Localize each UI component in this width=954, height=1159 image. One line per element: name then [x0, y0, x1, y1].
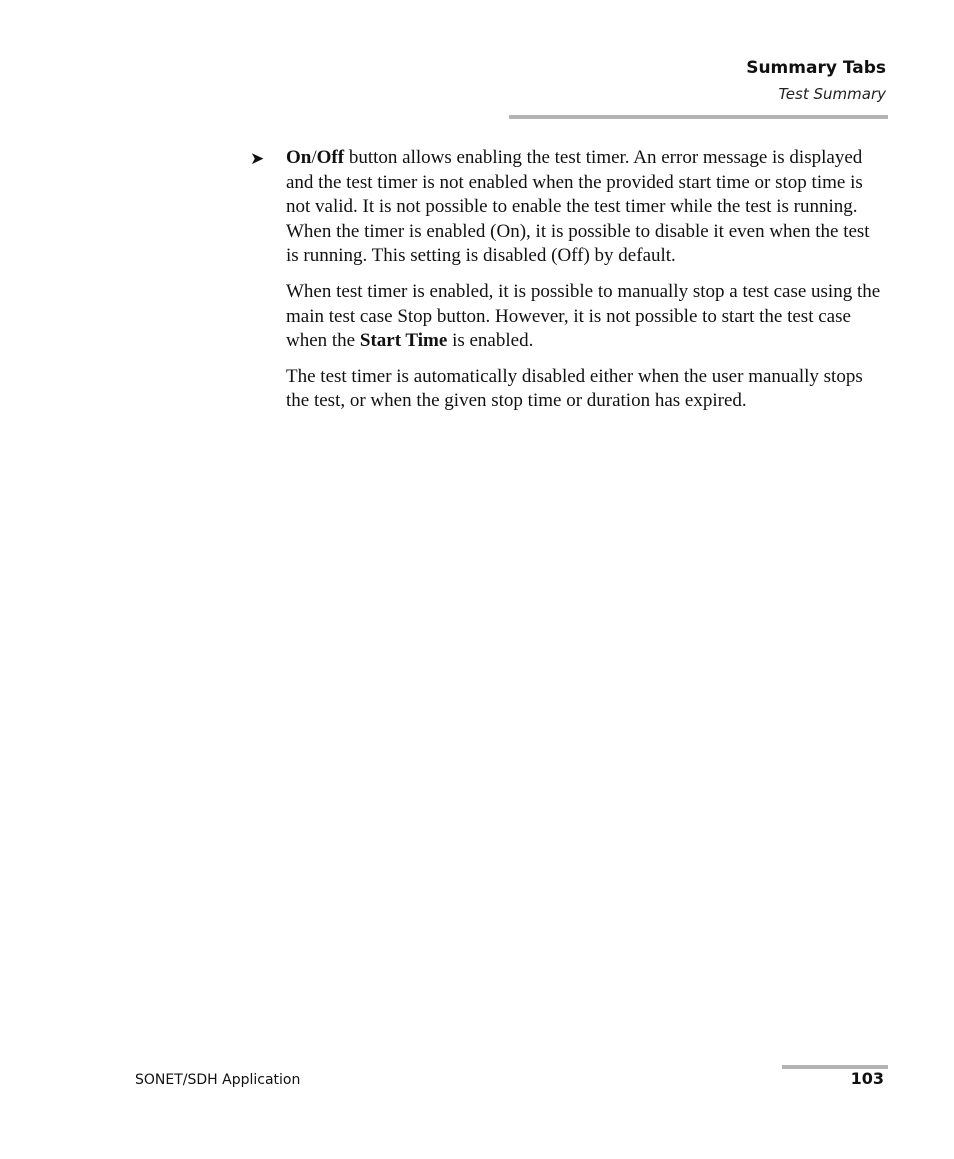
- footer-document-title: SONET/SDH Application: [135, 1072, 301, 1088]
- term-off: Off: [316, 147, 345, 168]
- bullet-item-on-off: [250, 146, 886, 269]
- page-number: 103: [850, 1069, 884, 1088]
- term-start-time: Start Time: [359, 330, 448, 352]
- section-subtitle: Test Summary: [778, 85, 886, 103]
- body-content: [250, 146, 886, 425]
- term-separator: /: [311, 147, 317, 168]
- term-on: On: [286, 147, 312, 168]
- paragraph-text: When test timer is enabled, it is possible to manually stop a test case using the main test case Stop button. However, it is not possible to start the test case when the: [286, 280, 881, 352]
- running-header: [746, 56, 886, 104]
- paragraph-auto-disable: [286, 365, 886, 414]
- paragraph-manual-stop: [286, 280, 886, 354]
- bullet-text: button allows enabling the test timer. An error message is displayed and the test timer is not enabled when the provided start time or stop time is not valid. It is not possible to enable the test timer while the test is running. When the timer is enabled (On), it is possible to disable it even when the test is running. This setting is disabled (Off) by default.: [286, 147, 870, 267]
- arrow-bullet-icon: ➤: [250, 149, 265, 169]
- paragraph-text: The test timer is automatically disabled either when the user manually stops the test, or when the given stop time or duration has expired.: [286, 365, 863, 412]
- paragraph-text: is enabled.: [447, 330, 534, 352]
- section-title: Summary Tabs: [746, 58, 886, 78]
- header-rule: [509, 115, 888, 119]
